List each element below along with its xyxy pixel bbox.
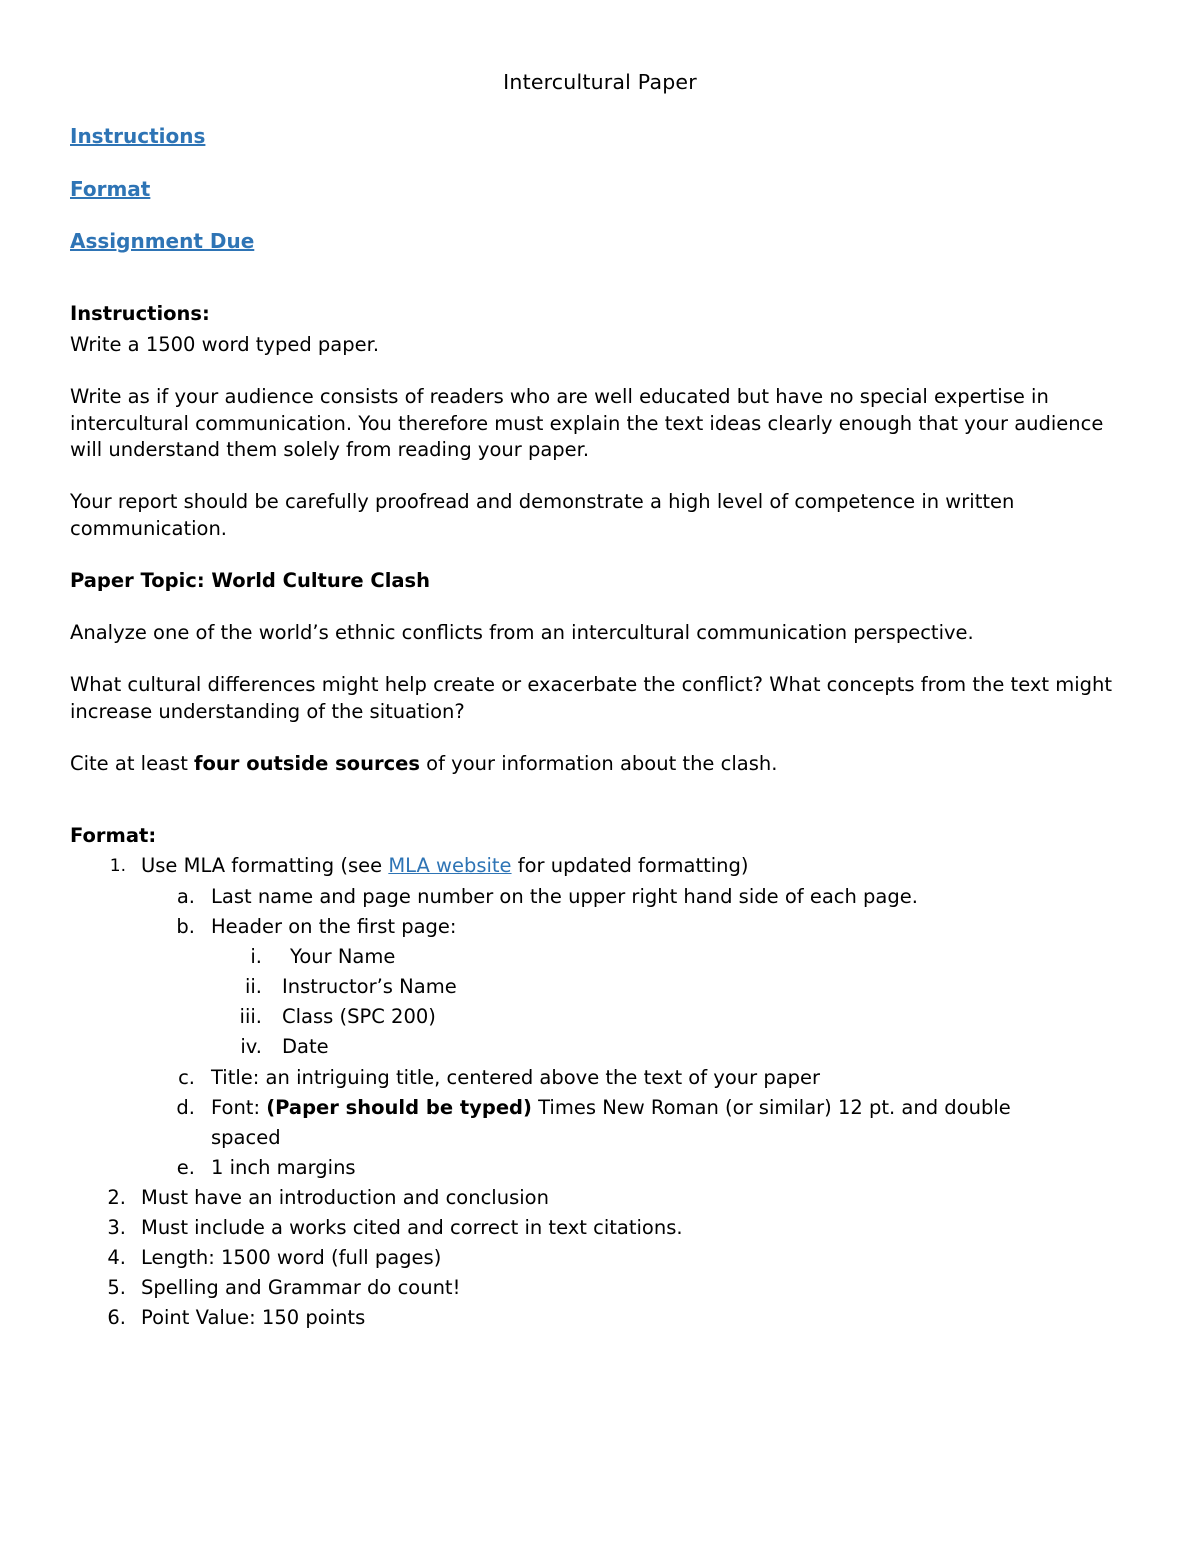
list-marker: 1. — [109, 856, 126, 876]
list-marker: b. — [176, 915, 195, 938]
format-sub-b: Header on the first page: — [211, 915, 457, 938]
list-marker: d. — [176, 1096, 195, 1119]
instructions-p1: Write a 1500 word typed paper. — [70, 333, 380, 356]
format-sub-d-continued: spaced — [211, 1126, 281, 1149]
list-marker: iv. — [240, 1035, 262, 1058]
format-sub-e: 1 inch margins — [211, 1156, 356, 1179]
instructions-p2: Write as if your audience consists of readers who are well educated but have no special expertise in intercultural communication. You therefore must explain the text ideas clearly enough that your audience will understand them solely from reading your paper. — [70, 385, 1104, 461]
format-item-5: Spelling and Grammar do count! — [141, 1276, 461, 1299]
format-sub-a: Last name and page number on the upper right hand side of each page. — [211, 885, 918, 908]
list-marker: 6. — [107, 1306, 126, 1329]
list-marker: iii. — [239, 1005, 262, 1028]
toc-link-instructions[interactable]: Instructions — [70, 124, 206, 148]
instructions-p3: Your report should be carefully proofread and demonstrate a high level of competence in written communication. — [70, 490, 1015, 540]
toc-link-format[interactable]: Format — [70, 177, 151, 201]
instructions-p6: Cite at least four outside sources of your information about the clash. — [70, 752, 778, 775]
format-roman-2: Instructor’s Name — [282, 975, 457, 998]
format-sub-c: Title: an intriguing title, centered above the text of your paper — [211, 1066, 821, 1089]
toc-link-assignment-due[interactable]: Assignment Due — [70, 229, 255, 253]
list-marker: e. — [176, 1156, 195, 1179]
list-marker: c. — [178, 1066, 195, 1089]
list-marker: a. — [176, 885, 195, 908]
list-marker: i. — [250, 945, 262, 968]
document-title: Intercultural Paper — [503, 70, 697, 94]
list-marker: ii. — [244, 975, 262, 998]
instructions-p4: Analyze one of the world’s ethnic conflicts from an intercultural communication perspective. — [70, 621, 974, 644]
paper-topic-label: Paper Topic: — [70, 569, 212, 592]
list-marker: 3. — [107, 1216, 126, 1239]
format-item-2: Must have an introduction and conclusion — [141, 1186, 549, 1209]
list-marker: 4. — [107, 1246, 126, 1269]
format-item-1: Use MLA formatting (see MLA website for updated formatting) — [141, 854, 749, 877]
format-roman-3: Class (SPC 200) — [282, 1005, 436, 1028]
paper-topic — [70, 568, 1140, 595]
list-marker: 5. — [107, 1276, 126, 1299]
format-item-6: Point Value: 150 points — [141, 1306, 366, 1329]
paper-topic-value: World Culture Clash — [211, 569, 431, 592]
format-item-3: Must include a works cited and correct in text citations. — [141, 1216, 683, 1239]
mla-website-link[interactable]: MLA website — [388, 854, 512, 877]
format-item-4: Length: 1500 word (full pages) — [141, 1246, 442, 1269]
format-roman-1: Your Name — [290, 945, 396, 968]
instructions-heading: Instructions: — [70, 302, 210, 325]
format-heading: Format: — [70, 824, 157, 847]
format-roman-4: Date — [282, 1035, 329, 1058]
list-marker: 2. — [107, 1186, 126, 1209]
format-sub-d: Font: (Paper should be typed) Times New Roman (or similar) 12 pt. and double — [211, 1096, 1011, 1119]
instructions-p5: What cultural differences might help create or exacerbate the conflict? What concepts from the text might increase understanding of the situation? — [70, 673, 1113, 723]
